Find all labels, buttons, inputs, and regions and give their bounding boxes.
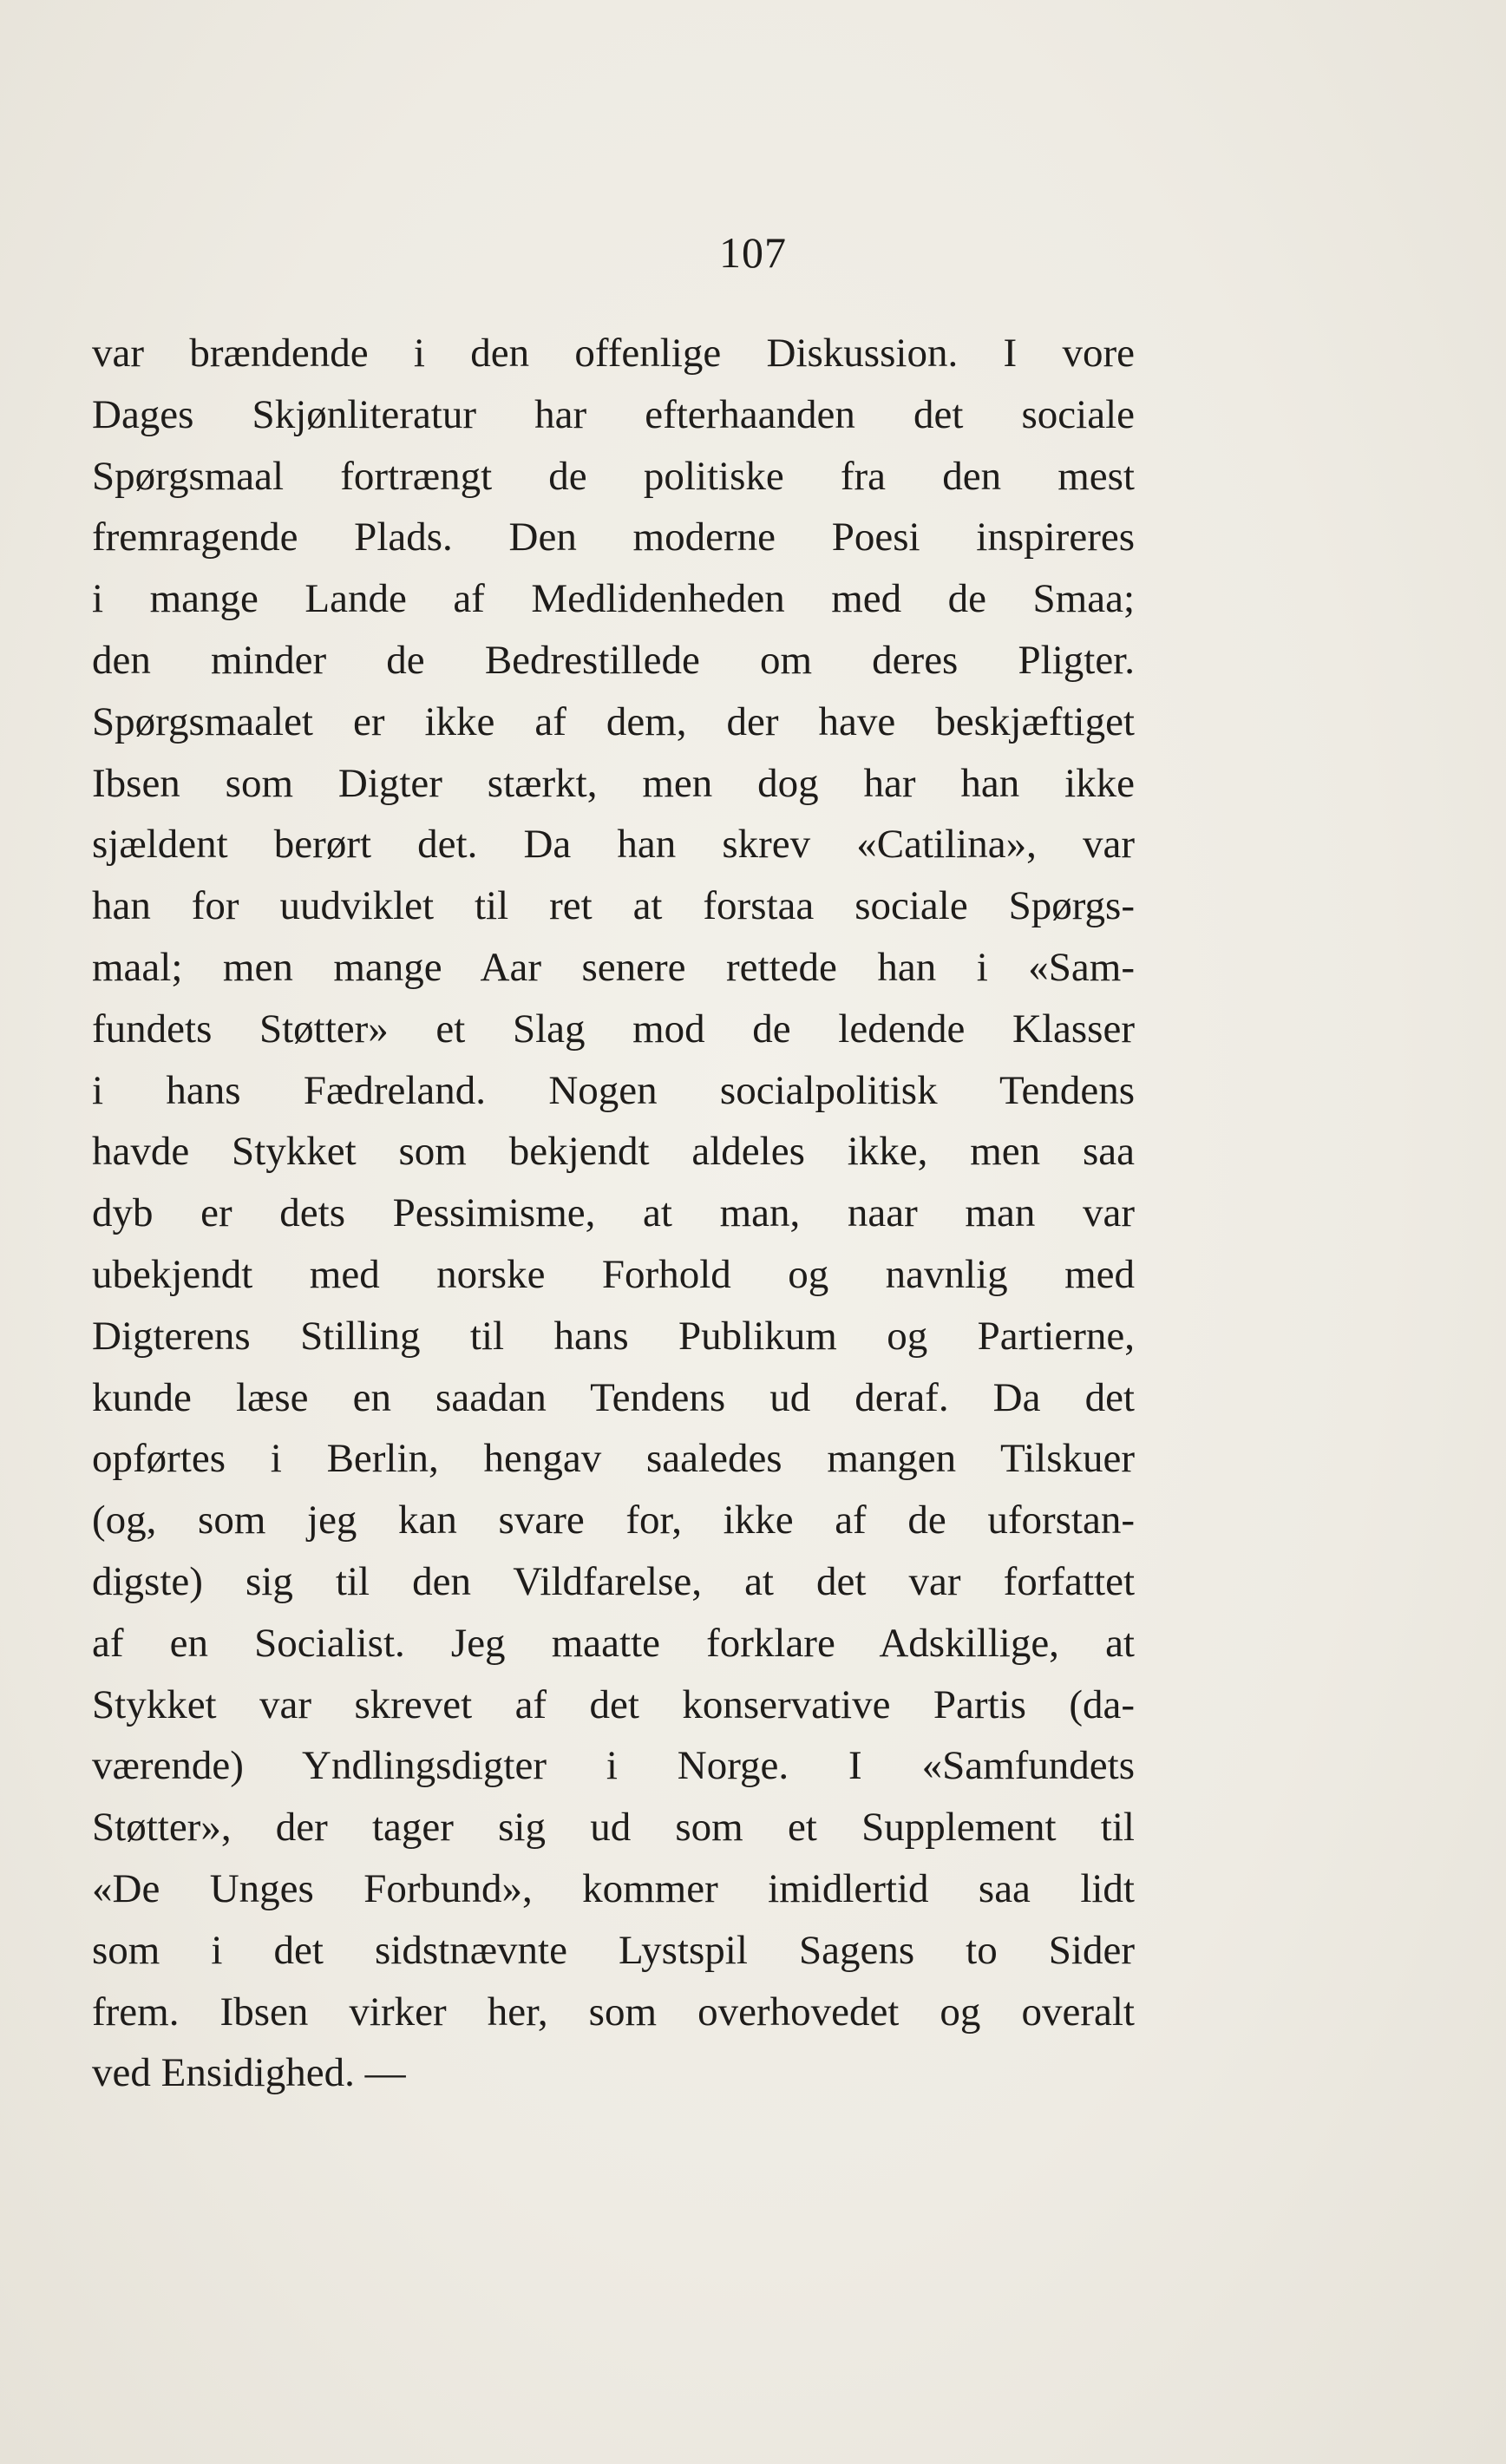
- text-line: Dages Skjønliteratur har efterhaanden det sociale: [92, 391, 1135, 437]
- text-line: «De Unges Forbund», kommer imidlertid saa lidt: [92, 1865, 1135, 1911]
- text-line: Spørgsmaalet er ikke af dem, der have beskjæftiget: [92, 698, 1135, 744]
- text-line: fundets Støtter» et Slag mod de ledende Klasser: [92, 1006, 1135, 1052]
- text-line: ubekjendt med norske Forhold og navnlig med: [92, 1251, 1135, 1297]
- text-line: som i det sidstnævnte Lystspil Sagens to Sider: [92, 1927, 1135, 1973]
- text-line: Støtter», der tager sig ud som et Supplement til: [92, 1805, 1135, 1851]
- text-line: havde Stykket som bekjendt aldeles ikke, men saa: [92, 1129, 1135, 1175]
- body-text: [92, 323, 1135, 2104]
- text-line: var brændende i den offenlige Diskussion. I vore: [92, 331, 1135, 376]
- text-line: frem. Ibsen virker her, som overhovedet og overalt: [92, 1989, 1135, 2035]
- text-line: værende) Yndlingsdigter i Norge. I «Samfundets: [92, 1743, 1135, 1789]
- text-line: ved Ensidighed. —: [92, 2050, 406, 2096]
- text-line: Ibsen som Digter stærkt, men dog har han ikke: [92, 760, 1135, 806]
- text-line: den minder de Bedrestillede om deres Pligter.: [92, 637, 1135, 683]
- text-line: digste) sig til den Vildfarelse, at det var forfattet: [92, 1558, 1135, 1604]
- text-line: i hans Fædreland. Nogen socialpolitisk Tendens: [92, 1067, 1135, 1113]
- text-line: Spørgsmaal fortrængt de politiske fra den mest: [92, 453, 1135, 499]
- text-line: maal; men mange Aar senere rettede han i «Sam-: [92, 944, 1135, 990]
- text-line: kunde læse en saadan Tendens ud deraf. Da det: [92, 1374, 1135, 1420]
- text-line: sjældent berørt det. Da han skrev «Catilina», var: [92, 822, 1135, 868]
- text-line: af en Socialist. Jeg maatte forklare Adskillige, at: [92, 1620, 1135, 1666]
- text-line: fremragende Plads. Den moderne Poesi inspireres: [92, 514, 1135, 560]
- page-number: 107: [719, 228, 787, 277]
- text-line: opførtes i Berlin, hengav saaledes mangen Tilskuer: [92, 1436, 1135, 1482]
- text-line: dyb er dets Pessimisme, at man, naar man var: [92, 1190, 1135, 1236]
- text-line: Digterens Stilling til hans Publikum og Partierne,: [92, 1313, 1135, 1359]
- text-line: i mange Lande af Medlidenheden med de Smaa;: [92, 576, 1135, 622]
- text-line: han for uudviklet til ret at forstaa sociale Spørgs-: [92, 883, 1135, 929]
- text-line: (og, som jeg kan svare for, ikke af de uforstan-: [92, 1497, 1135, 1543]
- text-line: Stykket var skrevet af det konservative Partis (da-: [92, 1681, 1135, 1727]
